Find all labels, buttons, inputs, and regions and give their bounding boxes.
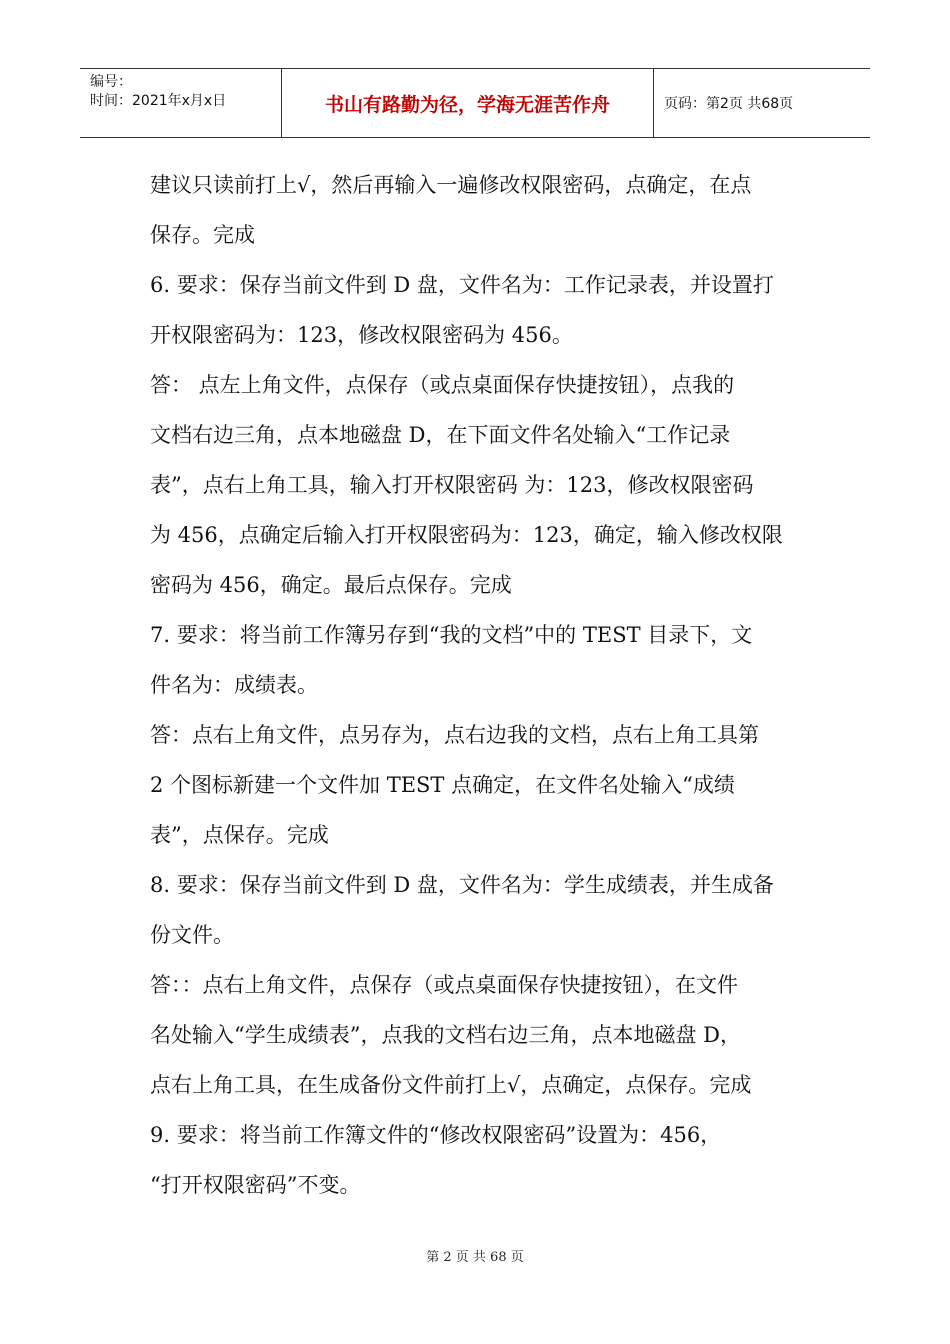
header-page-info: 页码：第2页 共68页: [664, 96, 794, 112]
document-number-label: 编号：: [90, 74, 132, 90]
body-line: 文档右边三角，点本地磁盘 D，在下面文件名处输入“工作记录: [150, 423, 731, 447]
body-line: 密码为 456，确定。最后点保存。完成: [150, 573, 512, 597]
body-line: 表”，点保存。完成: [150, 823, 329, 847]
page-header: [80, 68, 870, 138]
body-line: 名处输入“学生成绩表”，点我的文档右边三角，点本地磁盘 D，: [150, 1023, 741, 1047]
body-line: 2 个图标新建一个文件加 TEST 点确定，在文件名处输入“成绩: [150, 773, 735, 797]
body-line: 7. 要求：将当前工作簿另存到“我的文档”中的 TEST 目录下，文: [150, 623, 753, 647]
body-line: 保存。完成: [150, 223, 255, 247]
body-line: 为 456，点确定后输入打开权限密码为：123，确定，输入修改权限: [150, 523, 783, 547]
header-meta: [80, 69, 282, 137]
body-line: 份文件。: [150, 923, 234, 947]
body-line: 点右上角工具，在生成备份文件前打上√，点确定，点保存。完成: [150, 1073, 752, 1097]
body-line: 建议只读前打上√，然后再输入一遍修改权限密码，点确定，在点: [150, 173, 752, 197]
body-line: 件名为：成绩表。: [150, 673, 318, 697]
document-body: [150, 160, 810, 1210]
header-motto: 书山有路勤为径，学海无涯苦作舟: [282, 69, 654, 137]
page-footer: 第 2 页 共 68 页: [426, 1250, 524, 1265]
body-line: 答：：点右上角文件，点保存（或点桌面保存快捷按钮），在文件: [150, 973, 738, 997]
body-line: 答： 点左上角文件，点保存（或点桌面保存快捷按钮），点我的: [150, 373, 735, 397]
body-line: 9. 要求：将当前工作簿文件的“修改权限密码”设置为：456，: [150, 1123, 722, 1147]
body-line: 8. 要求：保存当前文件到 D 盘，文件名为：学生成绩表，并生成备: [150, 873, 774, 897]
body-line: 答：点右上角文件，点另存为，点右边我的文档，点右上角工具第: [150, 723, 759, 747]
document-date: 时间：2021年x月x日: [90, 93, 227, 109]
body-line: 表”，点右上角工具，输入打开权限密码 为：123，修改权限密码: [150, 473, 754, 497]
body-line: 开权限密码为：123，修改权限密码为 456。: [150, 323, 573, 347]
body-line: 6. 要求：保存当前文件到 D 盘，文件名为：工作记录表，并设置打: [150, 273, 774, 297]
body-line: “打开权限密码”不变。: [150, 1173, 361, 1197]
